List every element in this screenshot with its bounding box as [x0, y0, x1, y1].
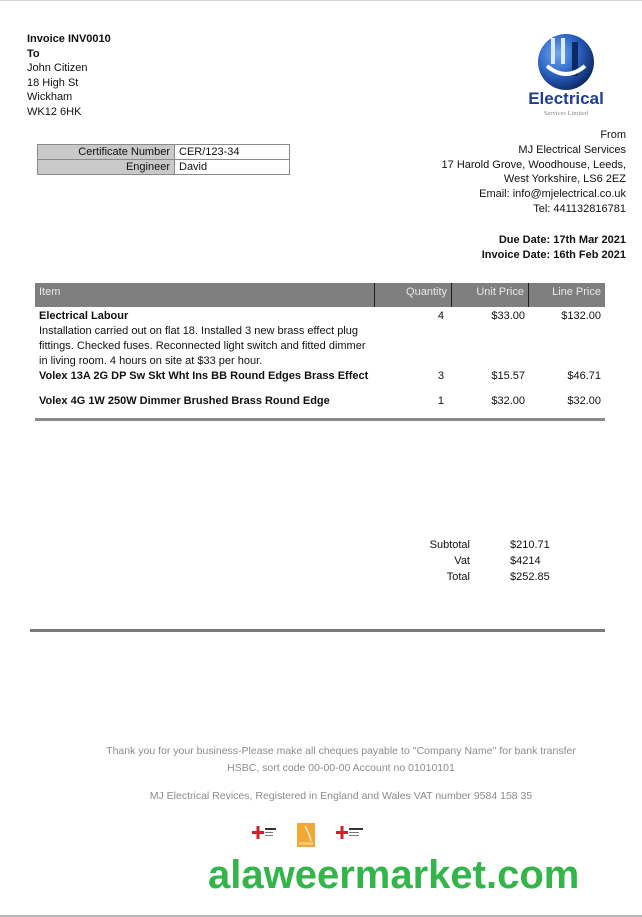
line-items-table: [35, 283, 605, 421]
line-items-header: [35, 283, 605, 307]
vat-value: $4214: [510, 555, 541, 567]
page-top-border: [0, 0, 642, 1]
dates-block: [482, 233, 626, 263]
company-address-line2: West Yorkshire, LS6 2EZ: [503, 173, 626, 186]
total-label: Total: [446, 571, 470, 583]
footer-block: [60, 743, 622, 805]
subtotal-label: Subtotal: [429, 539, 470, 551]
certificate-row: [38, 145, 290, 160]
customer-address: 18 High St: [27, 76, 79, 89]
vat-label: Vat: [454, 555, 470, 567]
niceic-badge-icon: [252, 825, 278, 841]
subtotal-value: $210.71: [510, 539, 550, 551]
item-line-price: $46.71: [567, 370, 601, 382]
header-line-price: Line Price: [552, 286, 601, 298]
from-label: From: [600, 129, 626, 141]
certificate-number-value: CER/123-34: [175, 145, 290, 160]
company-tel: Tel: 441132816781: [533, 202, 626, 215]
customer-town: Wickham: [27, 91, 73, 104]
invoice-date: Invoice Date: 16th Feb 2021: [481, 248, 626, 261]
item-unit-price: $15.57: [491, 370, 525, 382]
company-email: Email: info@mjelectrical.co.uk: [479, 188, 626, 201]
footer-registration: MJ Electrical Revices, Registered in England and Wales VAT number 9584 158 35: [149, 790, 533, 802]
table-row: [35, 394, 605, 409]
customer-name: John Citizen: [27, 62, 88, 75]
total-value: $252.85: [510, 571, 550, 583]
niceic-approved-badge-icon: [336, 825, 366, 841]
item-title: Volex 13A 2G DP Sw Skt Wht Ins BB Round Edges Brass Effect: [39, 370, 369, 382]
svg-text:Services Limited: Services Limited: [543, 110, 589, 117]
svg-text:Electrical: Electrical: [528, 89, 604, 108]
totals-block: [420, 537, 590, 585]
totals-separator: [30, 629, 605, 632]
mj-logo-icon: [525, 32, 607, 118]
items-bottom-rule: [35, 418, 605, 421]
item-quantity: 1: [437, 395, 444, 407]
bill-to-block: [27, 32, 111, 120]
footer-bank-details: HSBC, sort code 00-00-00 Account no 01010101: [227, 762, 455, 774]
item-quantity: 3: [437, 370, 444, 382]
table-row: [35, 369, 605, 384]
to-label: To: [27, 47, 40, 60]
company-address-line1: 17 Harold Grove, Woodhouse, Leeds,: [441, 158, 626, 171]
item-description: Installation carried out on flat 18. Installed 3 new brass effect plug fittings. Checked fuses. Reconnected light switch and fitted dimmer in living room. 4 hours on site at $33 per hour.: [39, 325, 366, 367]
item-title: Electrical Labour: [39, 310, 129, 322]
certificate-number-label: Certificate Number: [38, 145, 175, 160]
trade-badge-icon: [297, 823, 315, 847]
item-quantity: 4: [437, 310, 444, 322]
item-line-price: $32.00: [567, 395, 601, 407]
engineer-label: Engineer: [38, 160, 175, 175]
watermark-text: alaweermarket.com: [208, 853, 580, 897]
certificate-table: [37, 144, 290, 175]
table-row: [35, 309, 605, 369]
item-unit-price: $32.00: [491, 395, 525, 407]
company-name: MJ Electrical Services: [518, 143, 626, 156]
from-block: [442, 128, 626, 217]
accreditation-badges: [250, 823, 370, 845]
engineer-row: [38, 160, 290, 175]
footer-thanks: Thank you for your business-Please make all cheques payable to ''Company Name'' for bank transfer: [106, 745, 576, 757]
invoice-number: Invoice INV0010: [27, 33, 111, 45]
customer-postcode: WK12 6HK: [27, 105, 82, 118]
item-title: Volex 4G 1W 250W Dimmer Brushed Brass Round Edge: [39, 395, 330, 407]
header-item: Item: [35, 283, 375, 307]
item-line-price: $132.00: [561, 310, 601, 322]
due-date: Due Date: 17th Mar 2021: [498, 234, 626, 246]
item-unit-price: $33.00: [491, 310, 525, 322]
company-logo: [525, 32, 607, 118]
header-unit-price: Unit Price: [452, 283, 529, 307]
header-quantity: Quantity: [375, 283, 452, 307]
engineer-value: David: [175, 160, 290, 175]
